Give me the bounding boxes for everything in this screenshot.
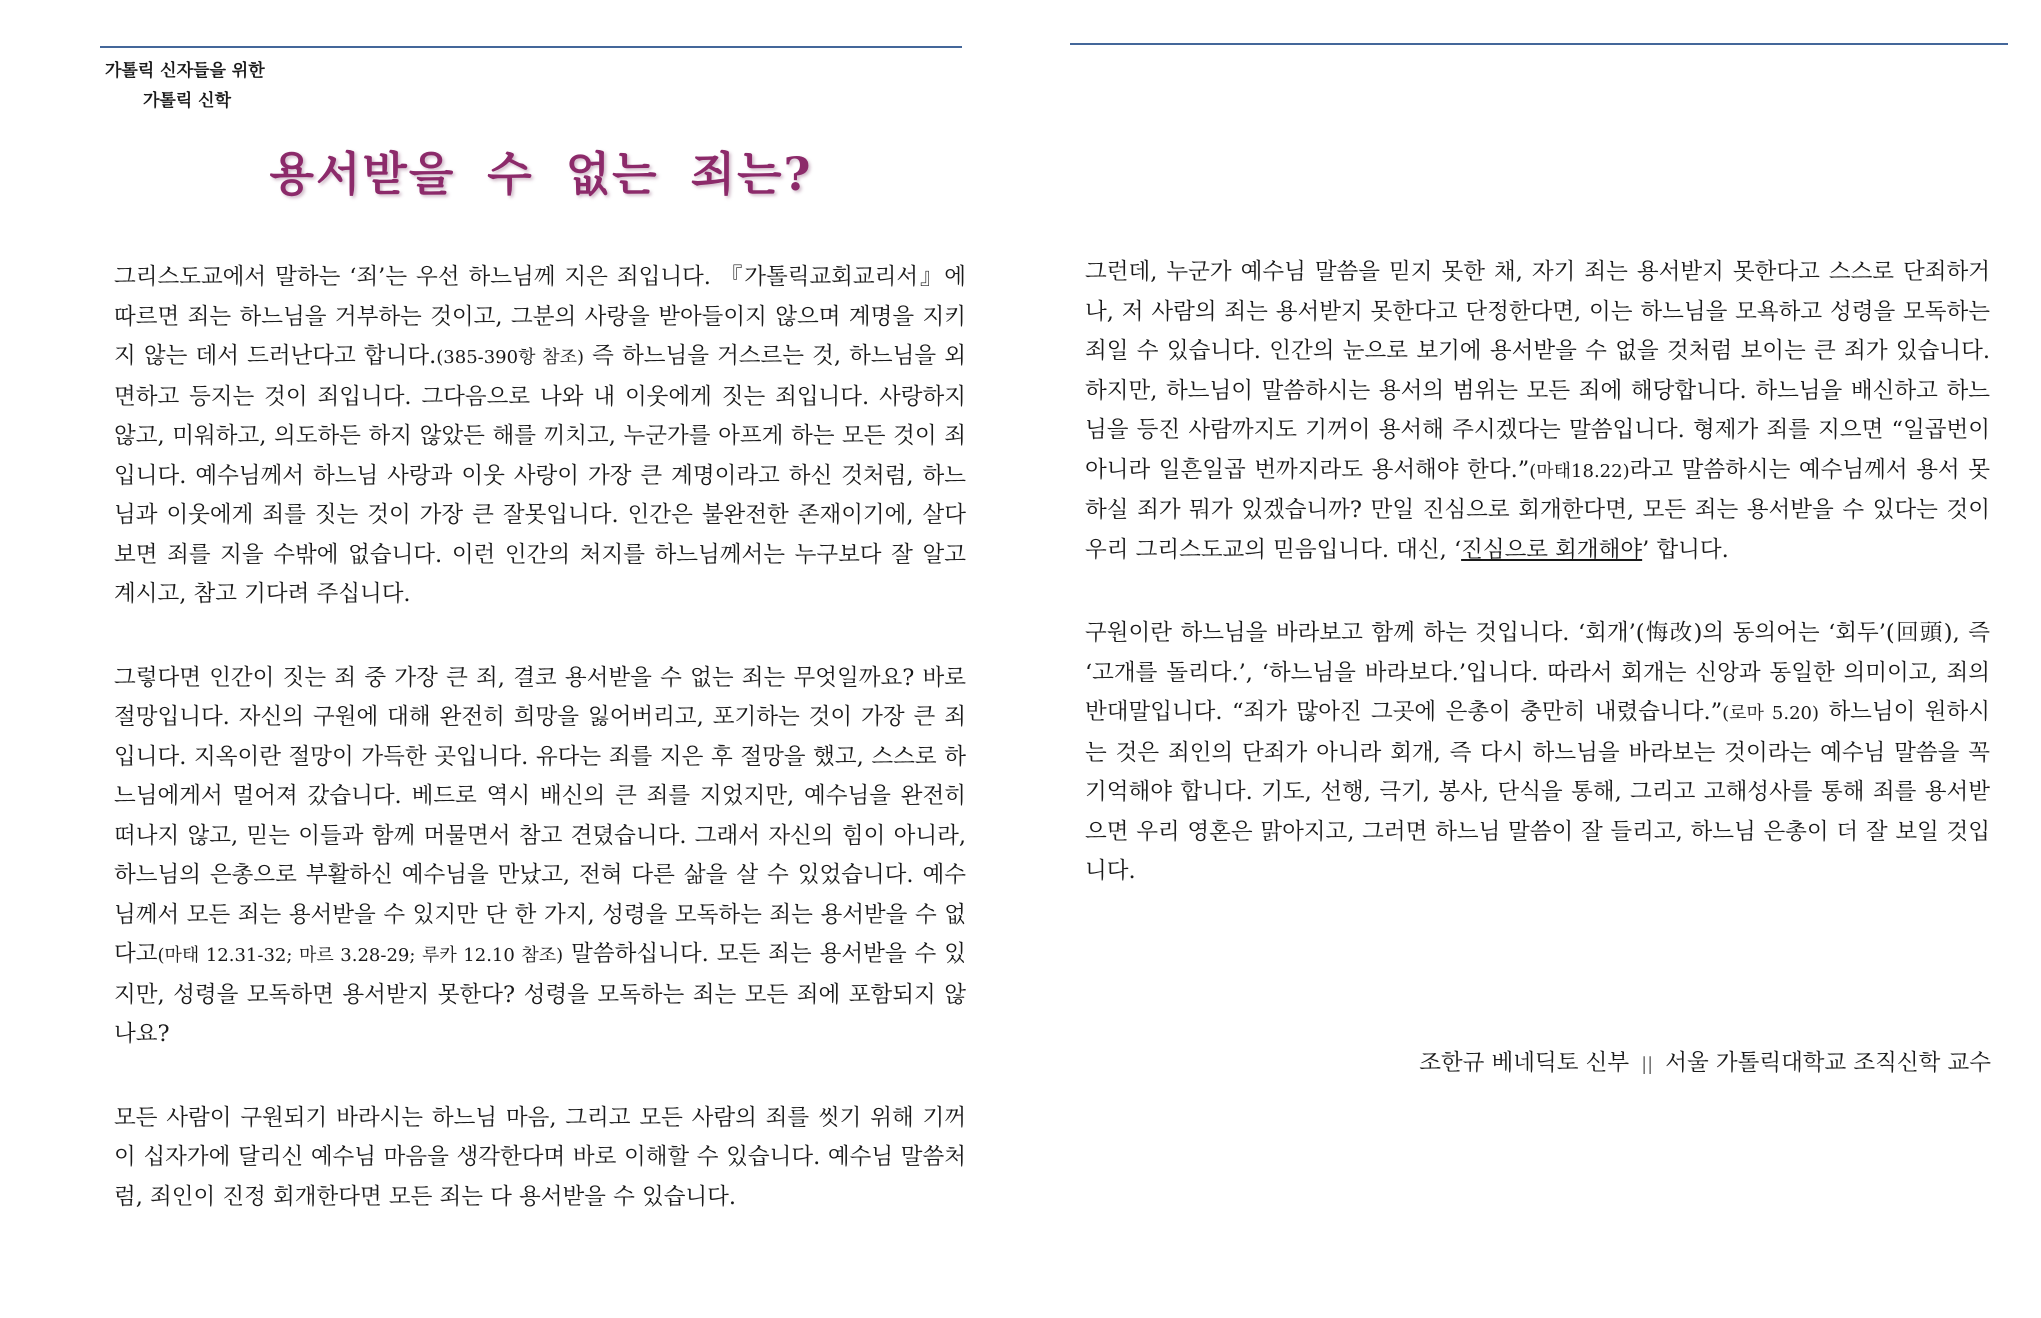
header-rule-right <box>1070 43 2008 45</box>
citation: (마태 12.31-32; 마르 3.28-29; 루카 12.10 참조) <box>157 945 564 966</box>
author-signature <box>1419 1045 1991 1077</box>
text-segment: 하느님이 원하시는 것은 죄인의 단죄가 아니라 회개, 즉 다시 하느님을 바라보는 것이라는 예수님 말씀을 꼭 기억해야 합니다. 기도, 선행, 극기, 봉사, 단식을 통해, 그리고 고해성사를 통해 죄를 용서받으면 우리 영혼은 맑아지고, 그러면 하느님 말씀이 잘 들리고, 하느님 은총이 더 잘 보일 것입니다. <box>1085 699 1990 884</box>
author-affiliation: 서울 가톨릭대학교 조직신학 교수 <box>1665 1050 1991 1076</box>
text-segment: 구원이란 하느님을 바라보고 함께 하는 것입니다. ‘회개’(悔改)의 동의어는 ‘회두’(回頭), 즉 ‘고개를 돌리다.’, ‘하느님을 바라보다.’입니다. 따라서 회개는 신앙과 동일한 의미이고, 죄의 반대말입니다. “죄가 많아진 그곳에 은총이 충만히 내렸습니다.” <box>1085 620 1990 725</box>
citation: (로마 5.20) <box>1722 703 1820 724</box>
series-line-2: 가톨릭 신학 <box>143 91 232 111</box>
paragraph-right-1 <box>1085 253 1990 570</box>
underlined-phrase: 진심으로 회개해야 <box>1461 536 1643 563</box>
text-segment: 말씀하십니다. 모든 죄는 용서받을 수 있지만, 성령을 모독하면 용서받지 못한다? 성령을 모독하는 죄는 모든 죄에 포함되지 않나요? <box>114 941 966 1047</box>
text-segment: 그리스도교에서 말하는 ‘죄’는 우선 하느님께 지은 죄입니다. 『가톨릭교회교리서』에 따르면 죄는 하느님을 거부하는 것이고, 그분의 사랑을 받아들이지 않으며 계명을 지키지 않는 데서 드러난다고 합니다. <box>114 264 966 369</box>
text-segment: 즉 하느님을 거스르는 것, 하느님을 외면하고 등지는 것이 죄입니다. 그다음으로 나와 내 이웃에게 짓는 죄입니다. 사랑하지 않고, 미워하고, 의도하든 하지 않았든 해를 끼치고, 누군가를 아프게 하는 모든 것이 죄입니다. 예수님께서 하느님 사랑과 이웃 사랑이 가장 큰 계명이라고 하신 것처럼, 하느님과 이웃에게 죄를 짓는 것이 가장 큰 잘못입니다. 인간은 불완전한 존재이기에, 살다 보면 죄를 지을 수밖에 없습니다. 이런 인간의 처지를 하느님께서는 누구보다 잘 알고 계시고, 참고 기다려 주십니다. <box>114 343 966 607</box>
left-column <box>114 258 966 1261</box>
signature-separator: || <box>1641 1054 1654 1075</box>
series-line-1: 가톨릭 신자들을 위한 <box>105 61 265 81</box>
right-column <box>1085 253 1990 936</box>
citation: (385-390항 참조) <box>436 347 584 368</box>
paragraph-left-2 <box>114 659 966 1055</box>
article-title: 용서받을 수 없는 죄는? <box>269 147 813 201</box>
text-segment: ’ 합니다. <box>1642 536 1729 563</box>
citation: (마태18.22) <box>1529 460 1630 482</box>
author-name: 조한규 베네딕토 신부 <box>1419 1050 1630 1076</box>
paragraph-right-2 <box>1085 614 1990 892</box>
text-segment: 라고 말씀하시는 예수님께서 용서 못 하실 죄가 뭐가 있겠습니까? 만일 진심으로 회개한다면, 모든 죄는 용서받을 수 있다는 것이 우리 그리스도교의 믿음입니다. 대신, ‘ <box>1085 456 1990 563</box>
series-label <box>105 56 265 116</box>
header-rule-left <box>100 46 962 48</box>
text-segment: 그런데, 누군가 예수님 말씀을 믿지 못한 채, 자기 죄는 용서받지 못한다고 스스로 단죄하거나, 저 사람의 죄는 용서받지 못한다고 단정한다면, 이는 하느님을 모욕하고 성령을 모독하는 죄일 수 있습니다. 인간의 눈으로 보기에 용서받을 수 없을 것처럼 보이는 큰 죄가 있습니다. 하지만, 하느님이 말씀하시는 용서의 범위는 모든 죄에 해당합니다. 하느님을 배신하고 하느님을 등진 사람까지도 기꺼이 용서해 주시겠다는 말씀입니다. 형제가 죄를 지으면 “일곱번이 아니라 일흔일곱 번까지라도 용서해야 한다.” <box>1085 259 1990 483</box>
paragraph-left-1 <box>114 258 966 615</box>
paragraph-left-3: 모든 사람이 구원되기 바라시는 하느님 마음, 그리고 모든 사람의 죄를 씻기 위해 기꺼이 십자가에 달리신 예수님 마음을 생각한다며 바로 이해할 수 있습니다. 예수님 말씀처럼, 죄인이 진정 회개한다면 모든 죄는 다 용서받을 수 있습니다. <box>114 1104 966 1210</box>
text-segment: 그렇다면 인간이 짓는 죄 중 가장 큰 죄, 결코 용서받을 수 없는 죄는 무엇일까요? 바로 절망입니다. 자신의 구원에 대해 완전히 희망을 잃어버리고, 포기하는 것이 가장 큰 죄입니다. 지옥이란 절망이 가득한 곳입니다. 유다는 죄를 지은 후 절망을 했고, 스스로 하느님에게서 멀어져 갔습니다. 베드로 역시 배신의 큰 죄를 지었지만, 예수님을 완전히 떠나지 않고, 믿는 이들과 함께 머물면서 참고 견뎠습니다. 그래서 자신의 힘이 아니라, 하느님의 은총으로 부활하신 예수님을 만났고, 전혀 다른 삶을 살 수 있었습니다. 예수님께서 모든 죄는 용서받을 수 있지만 단 한 가지, 성령을 모독하는 죄는 용서받을 수 없다고 <box>114 664 966 967</box>
